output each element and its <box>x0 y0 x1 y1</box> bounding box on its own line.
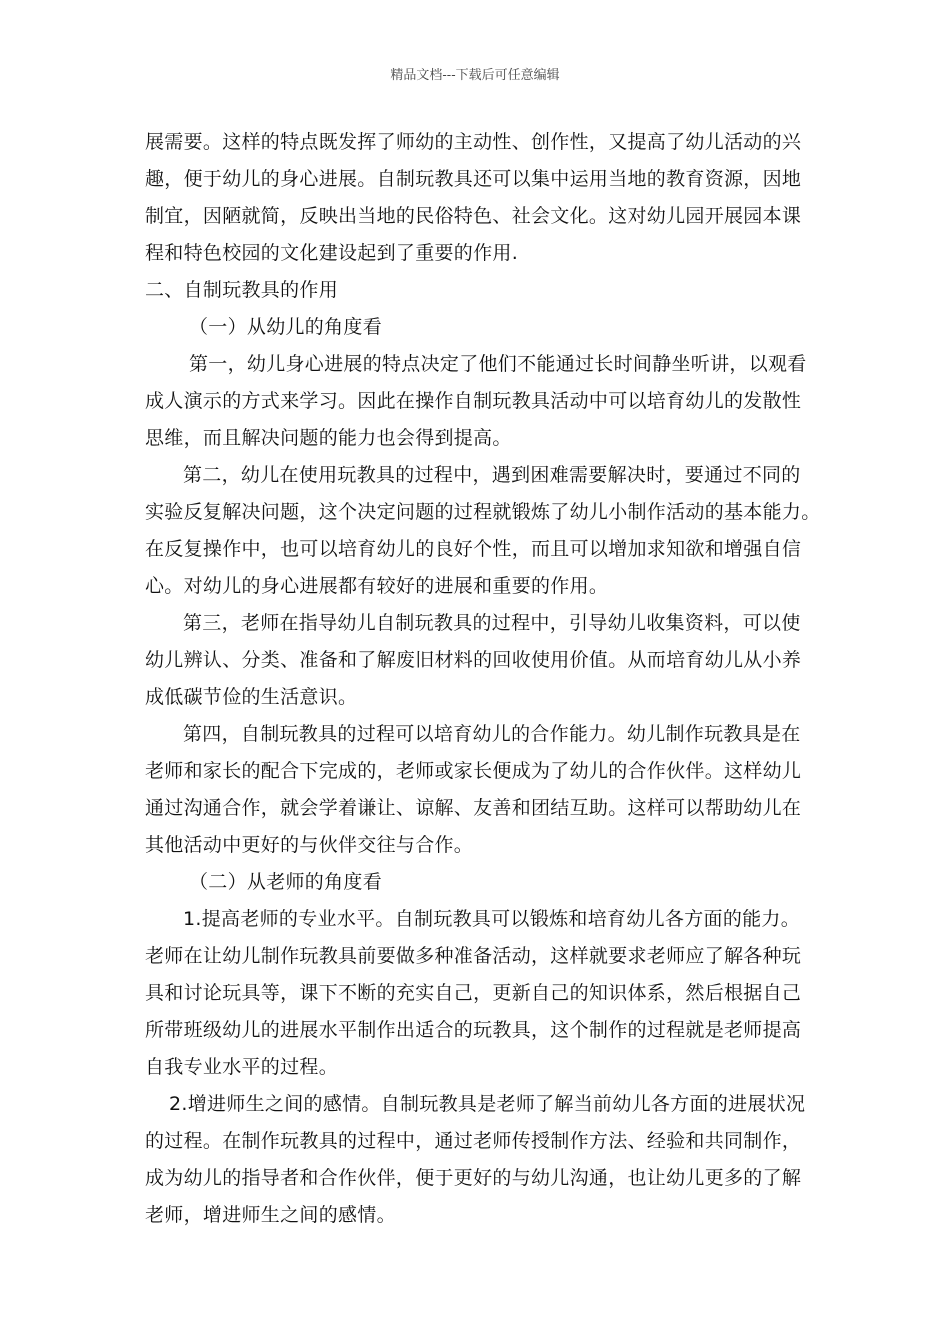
text-line: 具和讨论玩具等，课下不断的充实自己，更新自己的知识体系，然后根据自己 <box>145 982 802 1004</box>
text-line: 老师，增进师生之间的感情。 <box>145 1204 396 1226</box>
paragraph-start: 1.提高老师的专业水平。自制玩教具可以锻炼和培育幼儿各方面的能力。 <box>183 908 801 930</box>
text-line: 制宜，因陋就简，反映出当地的民俗特色、社会文化。这对幼儿园开展园本课 <box>145 205 802 227</box>
page-header: 精品文档---下载后可任意编辑 <box>390 68 560 83</box>
text-line: 趣，便于幼儿的身心进展。自制玩教具还可以集中运用当地的教育资源，因地 <box>145 168 802 190</box>
text-line: 成为幼儿的指导者和合作伙伴，便于更好的与幼儿沟通，也让幼儿更多的了解 <box>145 1167 802 1189</box>
paragraph-start: 第三，老师在指导幼儿自制玩教具的过程中，引导幼儿收集资料，可以使 <box>183 612 801 634</box>
text-line: 所带班级幼儿的进展水平制作出适合的玩教具，这个制作的过程就是老师提高 <box>145 1019 802 1041</box>
paragraph-start: 2.增进师生之间的感情。自制玩教具是老师了解当前幼儿各方面的进展状况 <box>169 1093 806 1115</box>
text-line: 自我专业水平的过程。 <box>145 1056 339 1078</box>
text-line: 老师在让幼儿制作玩教具前要做多种准备活动，这样就要求老师应了解各种玩 <box>145 945 802 967</box>
text-line: 实验反复解决问题，这个决定问题的过程就锻炼了幼儿小制作活动的基本能力。 <box>145 501 821 523</box>
text-line: 心。对幼儿的身心进展都有较好的进展和重要的作用。 <box>145 575 609 597</box>
text-line: 在反复操作中，也可以培育幼儿的良好个性，而且可以增加求知欲和增强自信 <box>145 538 802 560</box>
subsection-heading: （二）从老师的角度看 <box>189 871 383 893</box>
text-line: 思维，而且解决问题的能力也会得到提高。 <box>145 427 512 449</box>
text-line: 通过沟通合作，就会学着谦让、谅解、友善和团结互助。这样可以帮助幼儿在 <box>145 797 802 819</box>
document-body <box>145 124 821 1234</box>
text-line: 幼儿辨认、分类、准备和了解废旧材料的回收使用价值。从而培育幼儿从小养 <box>145 649 802 671</box>
text-line: 展需要。这样的特点既发挥了师幼的主动性、创作性，又提高了幼儿活动的兴 <box>145 131 802 153</box>
paragraph-start: 第一，幼儿身心进展的特点决定了他们不能通过长时间静坐听讲，以观看 <box>189 353 807 375</box>
text-line: 其他活动中更好的与伙伴交往与合作。 <box>145 834 474 856</box>
text-line: 成人演示的方式来学习。因此在操作自制玩教具活动中可以培育幼儿的发散性 <box>145 390 802 412</box>
text-line: 成低碳节俭的生活意识。 <box>145 686 358 708</box>
text-line: 老师和家长的配合下完成的，老师或家长便成为了幼儿的合作伙伴。这样幼儿 <box>145 760 802 782</box>
paragraph-start: 第二，幼儿在使用玩教具的过程中，遇到困难需要解决时，要通过不同的 <box>183 464 801 486</box>
text-line: 的过程。在制作玩教具的过程中，通过老师传授制作方法、经验和共同制作， <box>145 1130 802 1152</box>
paragraph-start: 第四，自制玩教具的过程可以培育幼儿的合作能力。幼儿制作玩教具是在 <box>183 723 801 745</box>
subsection-heading: （一）从幼儿的角度看 <box>189 316 383 338</box>
text-line: 程和特色校园的文化建设起到了重要的作用. <box>145 242 519 264</box>
section-heading: 二、自制玩教具的作用 <box>145 279 339 301</box>
